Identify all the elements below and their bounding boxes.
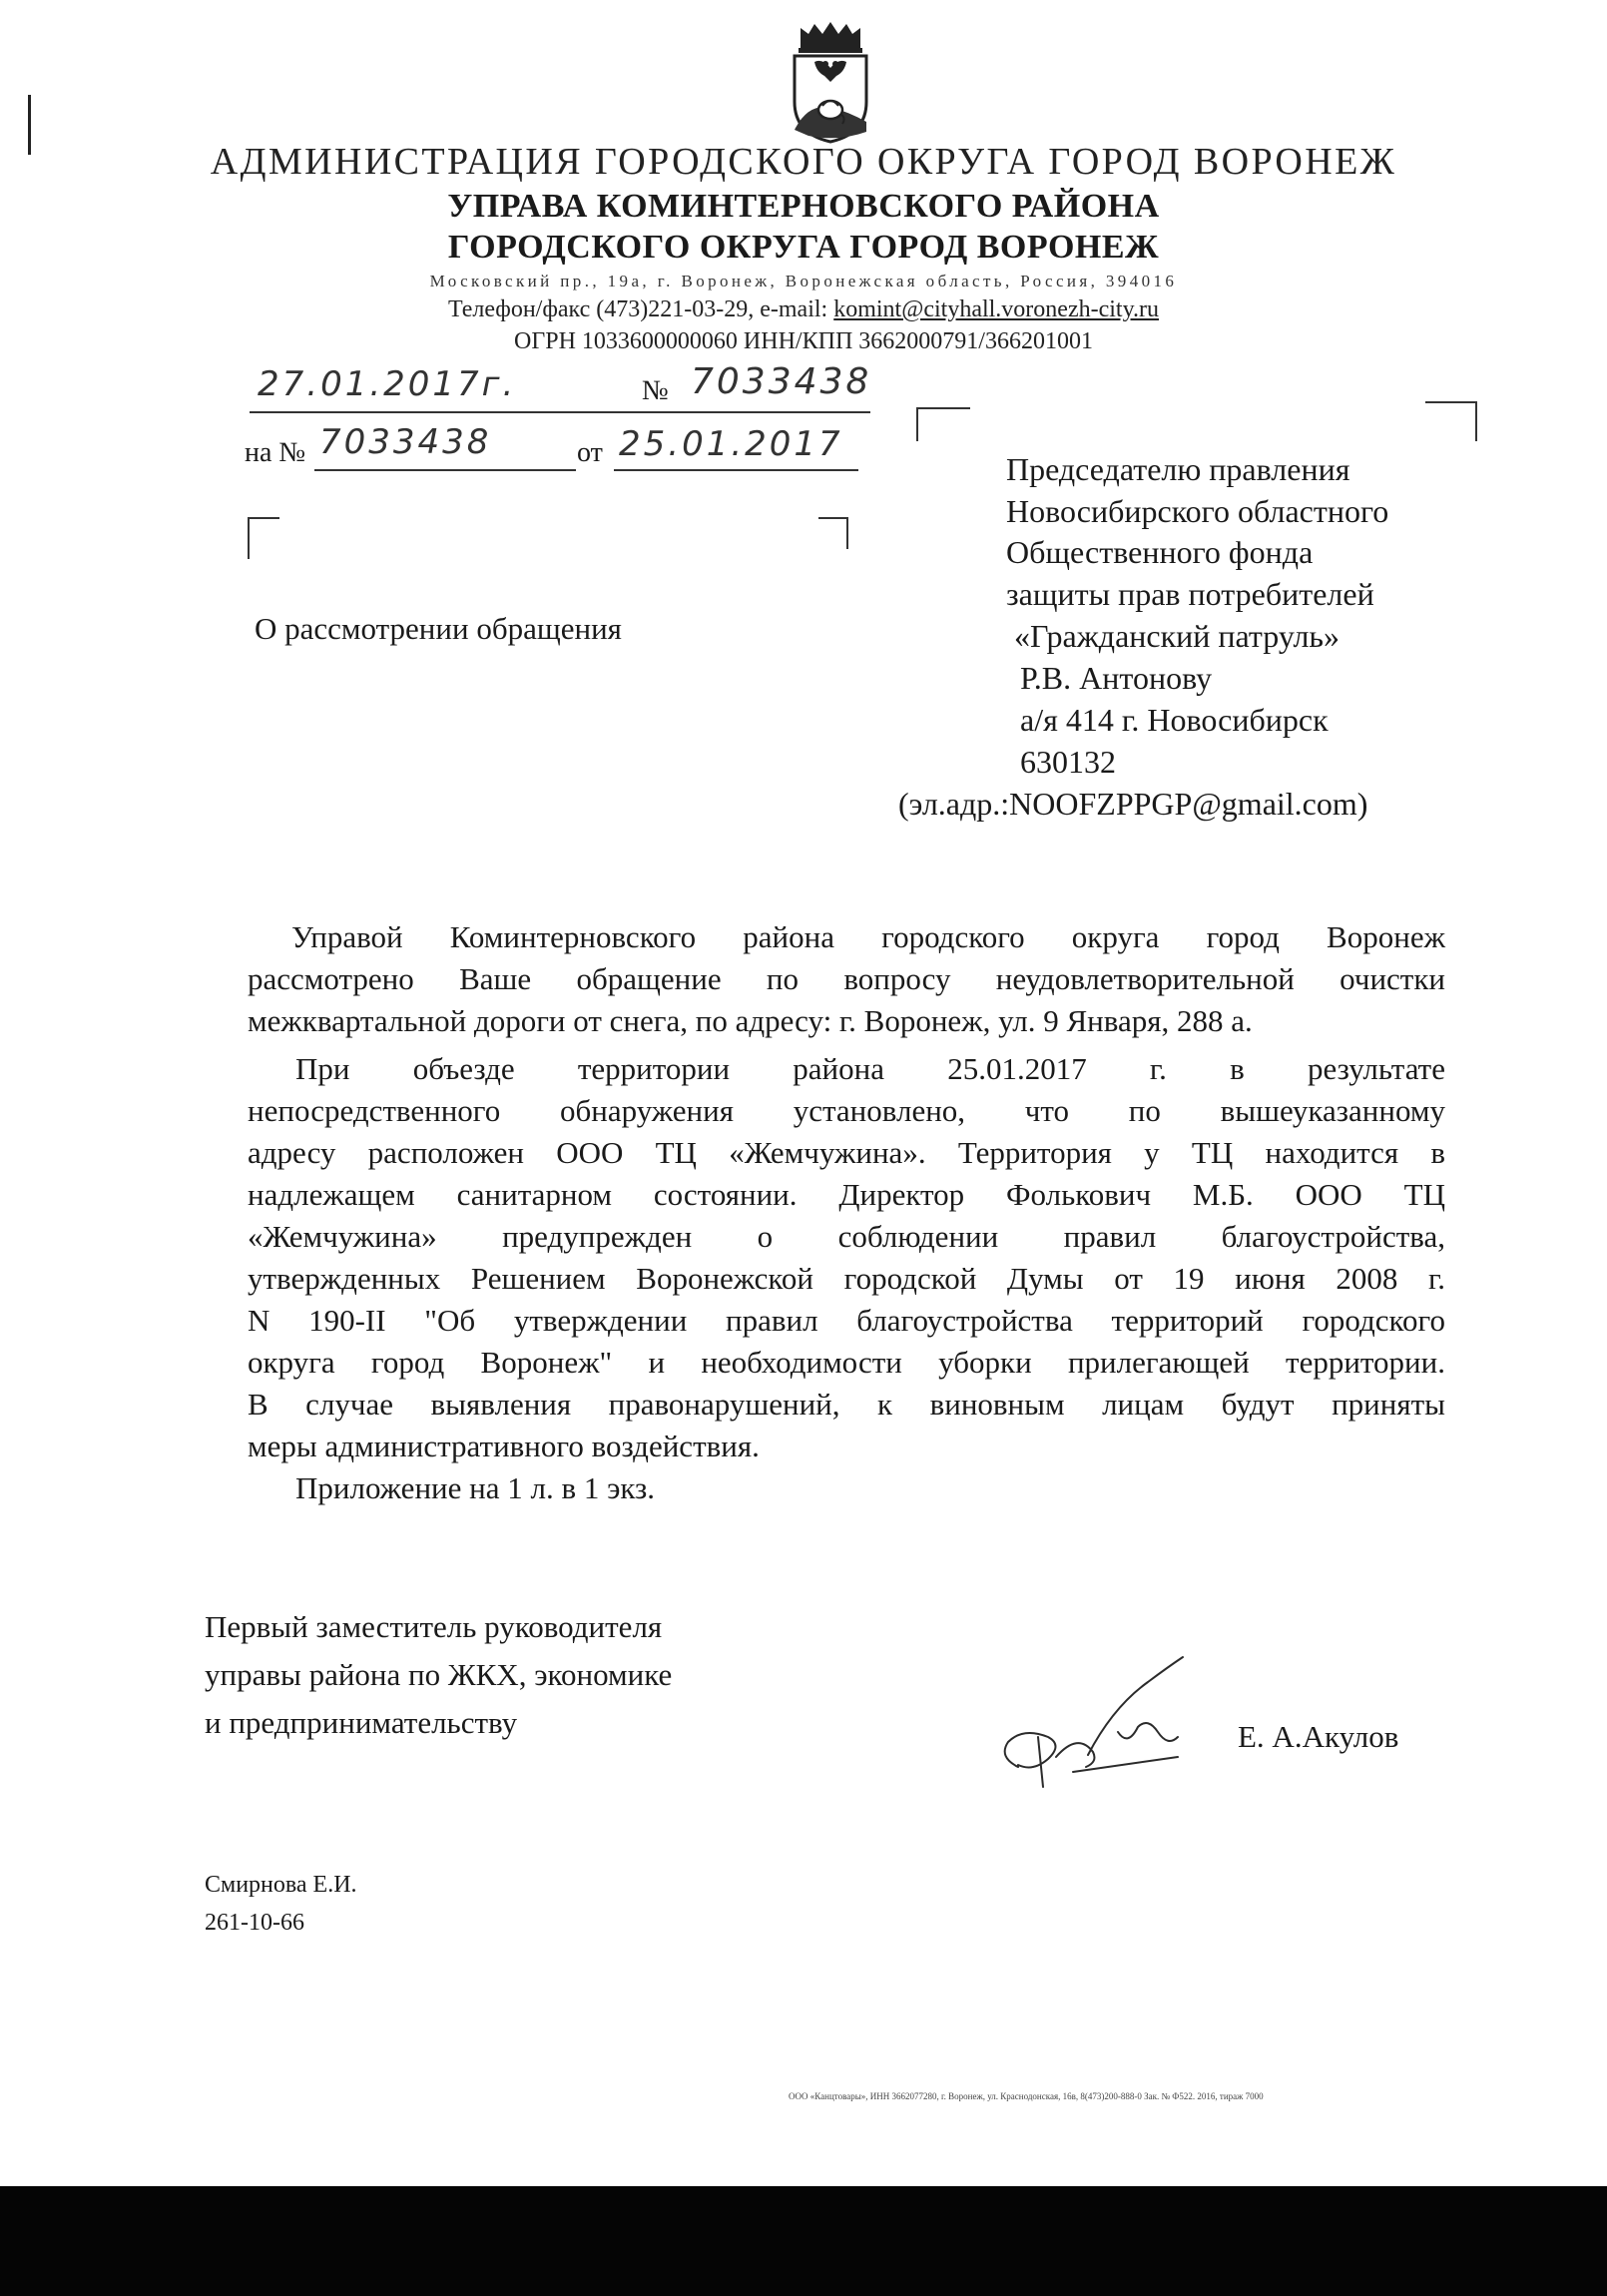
handwritten-signature xyxy=(978,1637,1278,1837)
recipient-corner-right xyxy=(1425,401,1477,441)
ref-date-underline xyxy=(614,469,858,471)
recipient-corner-left xyxy=(916,407,970,441)
recipient-line: «Гражданский патруль» xyxy=(1014,618,1340,654)
body-line: При объезде территории района 25.01.2017 г. в результате xyxy=(295,1051,1445,1086)
body-line: межквартальной дороги от снега, по адресу: г. Воронеж, ул. 9 Января, 288 а. xyxy=(248,1003,1253,1038)
email-link[interactable]: komint@cityhall.voronezh-city.ru xyxy=(833,296,1160,322)
ref-number: 7033438 xyxy=(319,422,492,462)
contact-line xyxy=(0,296,1607,323)
body-line: рассмотрено Ваше обращение по вопросу неудовлетворительной очистки xyxy=(248,961,1445,996)
number-underline xyxy=(639,411,870,413)
ogrn-inn-kpp: ОГРН 1033600000060 ИНН/КПП 3662000791/366201001 xyxy=(514,328,1093,354)
coat-of-arms-emblem xyxy=(779,22,882,144)
recipient-line: защиты прав потребителей xyxy=(1006,576,1374,612)
executor-name: Смирнова Е.И. xyxy=(205,1872,357,1898)
recipient-line: Общественного фонда xyxy=(1006,534,1314,570)
date-underline xyxy=(250,411,639,413)
letter-subject: О рассмотрении обращения xyxy=(255,611,622,646)
department-title-line-2: ГОРОДСКОГО ОКРУГА ГОРОД ВОРОНЕЖ xyxy=(447,229,1160,266)
body-line: В случае выявления правонарушений, к виновным лицам будут приняты xyxy=(248,1387,1445,1422)
body-line: утвержденных Решением Воронежской городской Думы от 19 июня 2008 г. xyxy=(248,1261,1445,1296)
department-title-line-1: УПРАВА КОМИНТЕРНОВСКОГО РАЙОНА xyxy=(447,188,1160,225)
body-line: «Жемчужина» предупрежден о соблюдении правил благоустройства, xyxy=(248,1219,1445,1254)
subject-corner-right xyxy=(818,517,848,549)
scan-bottom-band xyxy=(0,2186,1607,2296)
printing-house-footer: ООО «Канцтовары», ИНН 3662077280, г. Воронеж, ул. Краснодонская, 16в, 8(473)200-888-0 Зак. № Ф522. 2016, тираж 7000 xyxy=(789,2091,1264,2101)
executor-phone: 261-10-66 xyxy=(205,1910,304,1936)
signer-position-line: управы района по ЖКХ, экономике xyxy=(205,1657,673,1692)
body-line: N 190-II "Об утверждении правил благоустройства территорий городского xyxy=(248,1303,1445,1338)
administration-title: АДМИНИСТРАЦИЯ ГОРОДСКОГО ОКРУГА ГОРОД ВОРОНЕЖ xyxy=(210,141,1397,183)
body-line: надлежащем санитарном состоянии. Директор Фолькович М.Б. ООО ТЦ xyxy=(248,1177,1445,1212)
ref-from-label: от xyxy=(577,437,603,468)
body-line: меры административного воздействия. xyxy=(248,1429,760,1463)
recipient-line: а/я 414 г. Новосибирск xyxy=(1020,702,1329,738)
signer-name: Е. А.Акулов xyxy=(1238,1719,1399,1754)
ref-number-underline xyxy=(314,469,576,471)
phone-fax: Телефон/факс (473)221-03-29, e-mail: xyxy=(447,296,834,322)
number-label: № xyxy=(642,375,669,406)
body-line: непосредственного обнаружения установлено, что по вышеуказанному xyxy=(248,1093,1445,1128)
attachment-note: Приложение на 1 л. в 1 экз. xyxy=(295,1470,656,1505)
body-line: Управой Коминтерновского района городского округа город Воронеж xyxy=(291,919,1445,954)
recipient-line: Председателю правления xyxy=(1006,451,1350,487)
outgoing-date: 27.01.2017г. xyxy=(258,364,517,404)
body-line: округа город Воронеж" и необходимости уборки прилегающей территории. xyxy=(248,1345,1445,1380)
ref-number-label: на № xyxy=(245,437,306,468)
recipient-line: Р.В. Антонову xyxy=(1020,660,1213,696)
ref-date: 25.01.2017 xyxy=(619,424,843,464)
recipient-line: (эл.адр.:NOOFZPPGP@gmail.com) xyxy=(898,786,1368,822)
signer-position-line: и предпринимательству xyxy=(205,1705,518,1740)
recipient-line: 630132 xyxy=(1020,744,1116,780)
outgoing-number: 7033438 xyxy=(691,361,872,402)
signer-position-line: Первый заместитель руководителя xyxy=(205,1609,663,1644)
postal-address: Московский пр., 19а, г. Воронеж, Воронежская область, Россия, 394016 xyxy=(429,272,1178,290)
body-line: адресу расположен ООО ТЦ «Жемчужина». Территория у ТЦ находится в xyxy=(248,1135,1445,1170)
recipient-line: Новосибирского областного xyxy=(1006,493,1389,529)
subject-corner-left xyxy=(248,517,279,559)
